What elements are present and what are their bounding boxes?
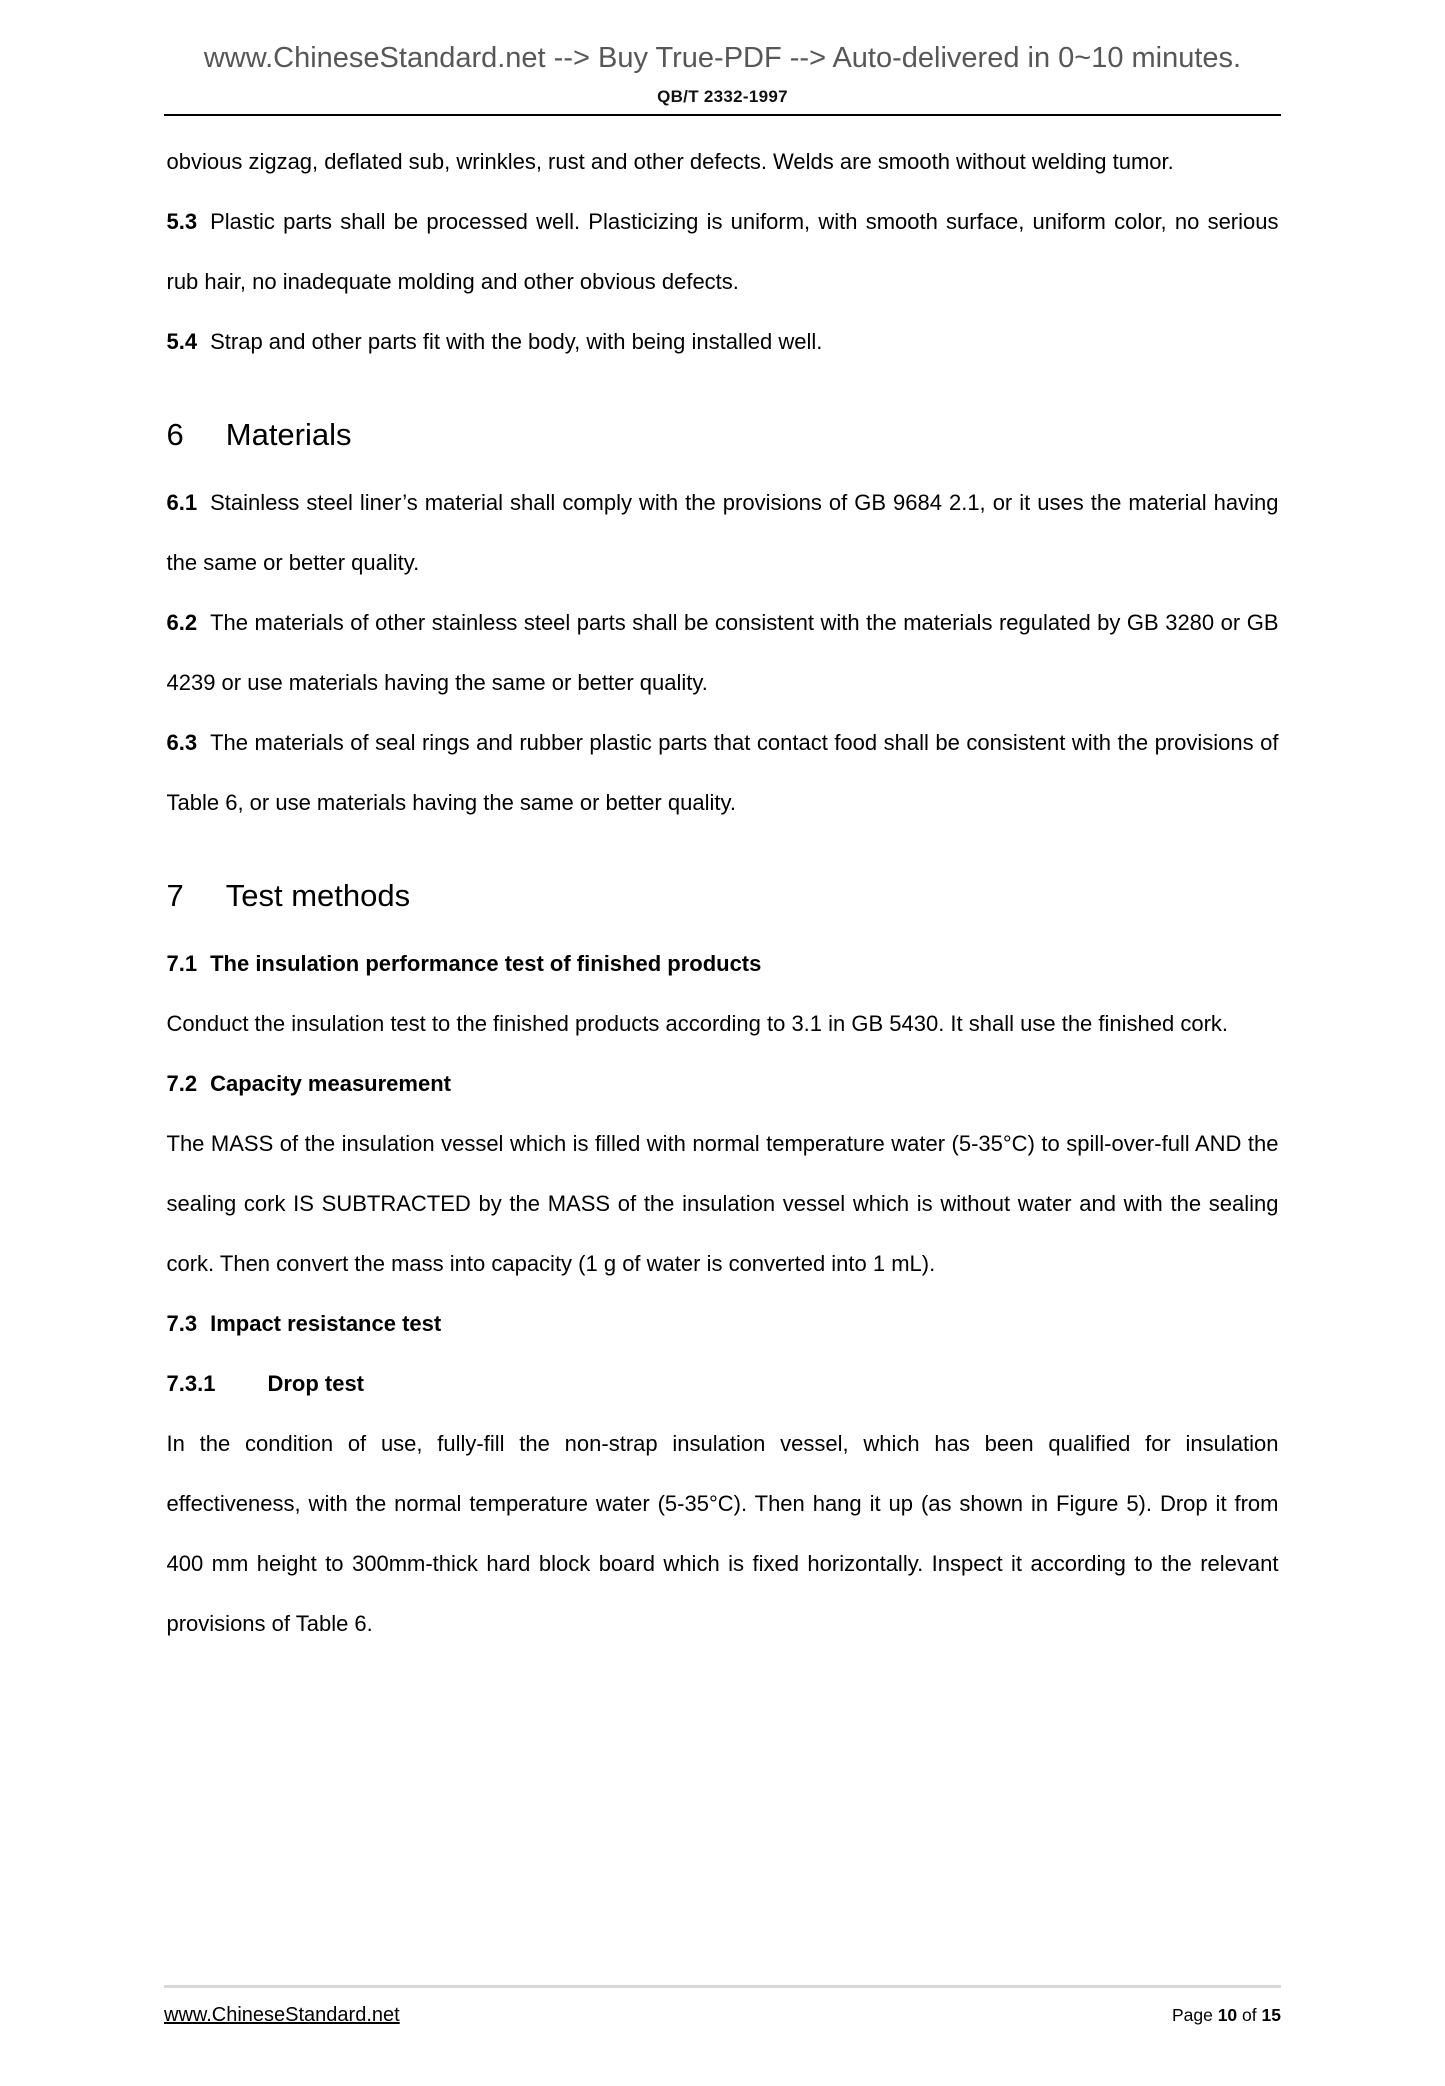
clause-5-3	[167, 192, 1279, 312]
clause-number: 6.2	[166, 610, 198, 635]
page-label: Page	[1171, 2005, 1213, 2025]
document-body	[167, 132, 1279, 1654]
page-footer	[164, 1985, 1281, 2027]
page-total: 15	[1261, 2005, 1281, 2025]
clause-7-3-1-heading	[167, 1354, 1279, 1414]
header-divider	[164, 114, 1281, 116]
section-title: Test methods	[225, 878, 411, 913]
clause-title: Drop test	[267, 1371, 364, 1396]
paragraph-text: In the condition of use, fully-fill the non-strap insulation vessel, which has been qualified for insulation effectiveness, with the normal temperature water (5-35°C). Then hang it up (as shown in Figure 5). Drop it from 400 mm height to 300mm-thick hard block board which is fixed horizontally. Inspect it according to the relevant provisions of Table 6.	[166, 1431, 1279, 1636]
paragraph-text: Conduct the insulation test to the finished products according to 3.1 in GB 5430. It shall use the finished cork.	[166, 1011, 1229, 1036]
clause-7-1-text	[167, 994, 1279, 1054]
clause-number: 7.1	[166, 951, 198, 976]
paragraph-text: Stainless steel liner’s material shall comply with the provisions of GB 9684 2.1, or it uses the material having the same or better quality.	[166, 490, 1279, 575]
of-label: of	[1242, 2005, 1257, 2025]
clause-7-3-heading	[167, 1294, 1279, 1354]
clause-6-2	[167, 593, 1279, 713]
clause-number: 7.3	[166, 1311, 198, 1336]
paragraph-text: Plastic parts shall be processed well. Plasticizing is uniform, with smooth surface, uniform color, no serious rub hair, no inadequate molding and other obvious defects.	[166, 209, 1279, 294]
page-indicator	[1172, 2005, 1281, 2026]
clause-title: Impact resistance test	[210, 1311, 442, 1336]
footer-site-link[interactable]: www.ChineseStandard.net	[164, 2004, 400, 2026]
paragraph-text: obvious zigzag, deflated sub, wrinkles, rust and other defects. Welds are smooth without welding tumor.	[166, 149, 1174, 174]
clause-7-3-1-text	[167, 1414, 1279, 1654]
clause-5-4	[167, 312, 1279, 372]
paragraph-text: The MASS of the insulation vessel which is filled with normal temperature water (5-35°C) to spill-over-full AND the sealing cork IS SUBTRACTED by the MASS of the insulation vessel which is without water and with the sealing cork. Then convert the mass into capacity (1 g of water is converted into 1 mL).	[166, 1131, 1279, 1276]
clause-6-3	[167, 713, 1279, 833]
section-title: Materials	[225, 417, 352, 452]
clause-number: 5.4	[166, 329, 198, 354]
clause-title: Capacity measurement	[210, 1071, 451, 1096]
clause-6-1	[167, 473, 1279, 593]
clause-title: The insulation performance test of finished products	[210, 951, 762, 976]
promo-banner: www.ChineseStandard.net --> Buy True-PDF --> Auto-delivered in 0~10 minutes.	[203, 42, 1242, 74]
paragraph-text: Strap and other parts fit with the body, with being installed well.	[210, 329, 823, 354]
clause-7-1-heading	[167, 934, 1279, 994]
clause-7-2-text	[167, 1114, 1279, 1294]
section-number: 6	[166, 417, 184, 452]
clause-number: 6.3	[166, 730, 198, 755]
page-header	[0, 42, 1445, 116]
clause-number: 5.3	[166, 209, 198, 234]
clause-number: 6.1	[166, 490, 198, 515]
clause-number: 7.2	[166, 1071, 198, 1096]
document-code: QB/T 2332-1997	[657, 87, 788, 106]
section-7-heading	[167, 866, 1279, 926]
clause-number: 7.3.1	[166, 1371, 216, 1396]
page-number: 10	[1217, 2005, 1238, 2025]
section-number: 7	[166, 878, 184, 913]
paragraph-text: The materials of seal rings and rubber plastic parts that contact food shall be consistent with the provisions of Table 6, or use materials having the same or better quality.	[166, 730, 1279, 815]
paragraph-weld-continuation	[167, 132, 1279, 192]
paragraph-text: The materials of other stainless steel parts shall be consistent with the materials regulated by GB 3280 or GB 4239 or use materials having the same or better quality.	[166, 610, 1279, 695]
clause-7-2-heading	[167, 1054, 1279, 1114]
section-6-heading	[167, 405, 1279, 465]
